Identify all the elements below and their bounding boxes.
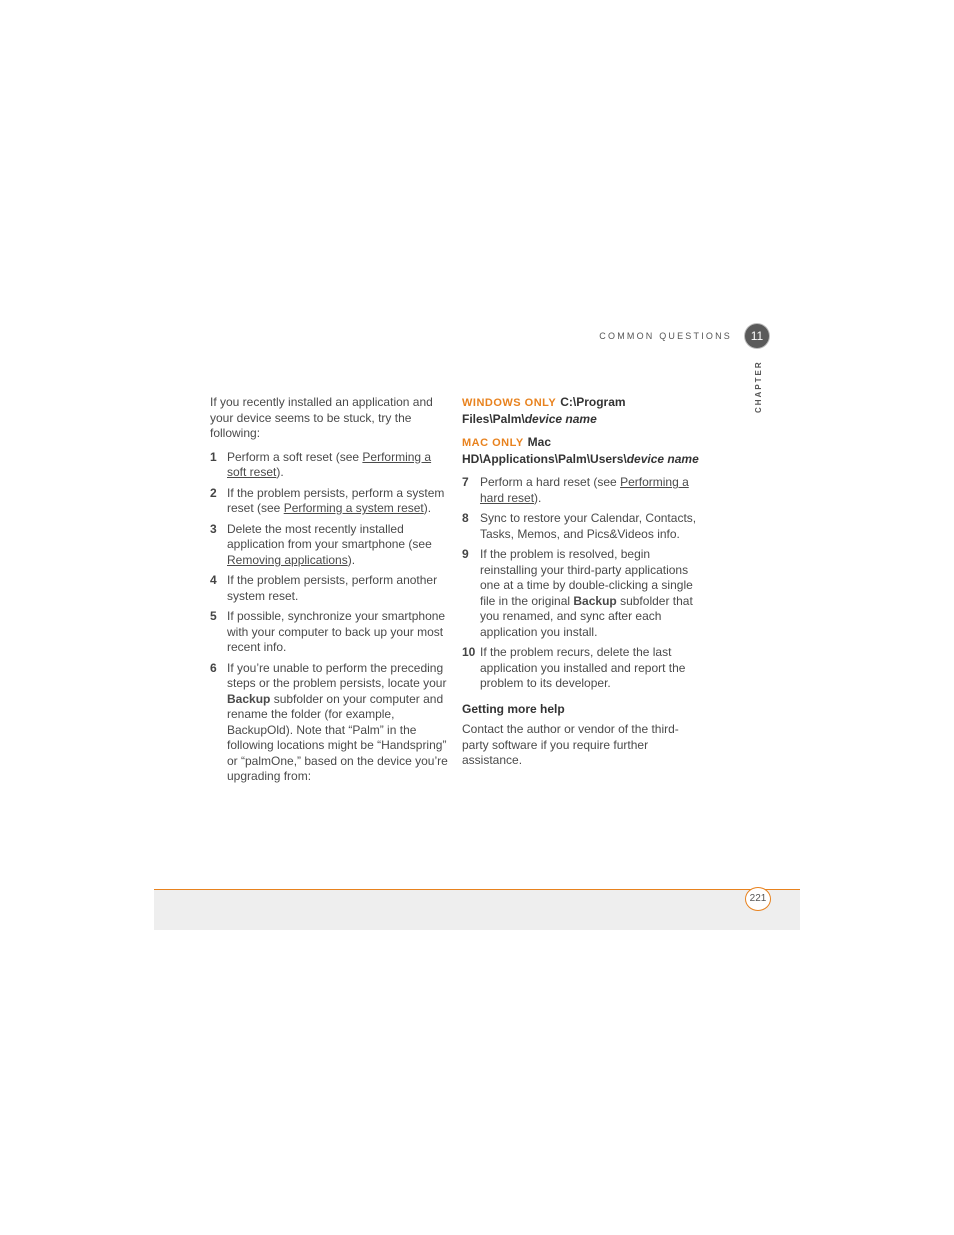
step-1: 1 Perform a soft reset (see Performing a soft reset). (210, 449, 432, 479)
backup-folder-name: Backup (573, 593, 617, 608)
step-number: 10 (462, 645, 476, 659)
mac-only-label: MAC ONLY (462, 437, 524, 449)
link-removing-applications[interactable]: Removing applications (227, 552, 348, 567)
section-heading-getting-more-help: Getting more help (462, 701, 565, 716)
running-header: COMMON QUESTIONS (599, 331, 732, 341)
step-10: 10 If the problem recurs, delete the last application you installed and report the problem to its developer. (462, 645, 686, 690)
step-5: 5 If possible, synchronize your smartphone with your computer to back up your most recent info. (210, 609, 446, 654)
backup-folder-name: Backup (227, 691, 271, 706)
link-performing-system-reset[interactable]: Performing a system reset (283, 501, 424, 515)
step-9: 9 If the problem is resolved, begin reinstalling your third-party applications one at a time by double-clicking a single file in the original Backup subfolder that you renamed, and sync after each application you install. (462, 547, 693, 639)
footer-band (154, 889, 800, 930)
step-7: 7 Perform a hard reset (see Performing a hard reset). (462, 475, 689, 505)
step-number: 2 (210, 485, 217, 500)
page-number: 221 (745, 887, 771, 911)
step-number: 9 (462, 547, 469, 561)
step-6: 6 If you’re unable to perform the preceding steps or the problem persists, locate your Backup subfolder on your computer and rename the folder (for example, BackupOld). Note that “Palm” in the following locations might be “Handspring” or “palmOne,” based on the device you’re upgrading from: (210, 660, 448, 783)
windows-only-label: WINDOWS ONLY (462, 397, 557, 409)
right-column (462, 395, 702, 769)
mac-path: MAC ONLY Mac HD\Applications\Palm\Users\device name (462, 435, 699, 466)
step-number: 3 (210, 521, 217, 536)
step-3: 3 Delete the most recently installed application from your smartphone (see Removing applications). (210, 521, 432, 567)
step-number: 5 (210, 609, 217, 623)
step-2: 2 If the problem persists, perform a system reset (see Performing a system reset). (210, 485, 445, 515)
step-number: 4 (210, 573, 217, 587)
link-performing-soft-reset[interactable]: Performing a soft reset (227, 449, 432, 479)
link-performing-hard-reset[interactable]: Performing a hard reset (480, 475, 689, 505)
step-8: 8 Sync to restore your Calendar, Contacts, Tasks, Memos, and Pics&Videos info. (462, 511, 697, 541)
step-number: 1 (210, 449, 217, 464)
step-number: 7 (462, 475, 469, 489)
step-number: 8 (462, 511, 469, 525)
step-4: 4 If the problem persists, perform another system reset. (210, 573, 438, 603)
step-number: 6 (210, 660, 217, 675)
chapter-number-badge: 11 (745, 324, 769, 348)
intro-paragraph: If you recently installed an application and your device seems to be stuck, try the following: (210, 395, 433, 440)
chapter-label: CHAPTER (754, 360, 763, 413)
left-column (210, 395, 450, 790)
windows-path: WINDOWS ONLY C:\Program Files\Palm\device name (462, 395, 626, 426)
help-paragraph: Contact the author or vendor of the third-party software if you require further assistance. (462, 722, 679, 767)
